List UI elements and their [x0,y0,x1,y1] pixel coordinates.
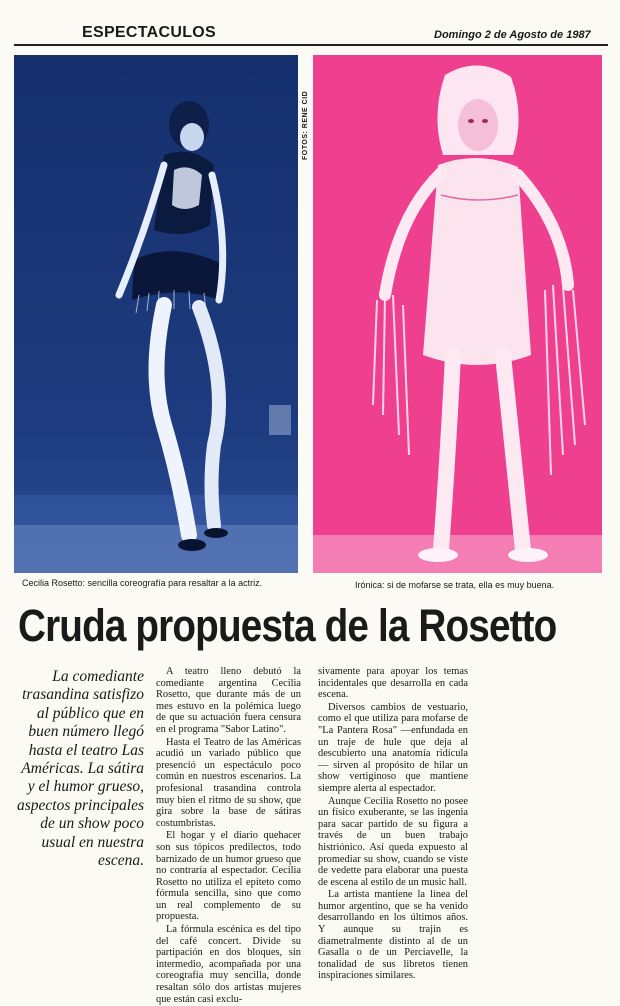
article-column-2 [318,666,468,983]
article-paragraph: Diversos cambios de vestuario, como el que utiliza para mofarse de "La Pantera Rosa" —enfundada en un traje de hule que deja al descubierto una anatomía ridícula— sirven al propósito de hilar un show vertiginoso que mantiene siempre alerta al espectador. [318,701,468,794]
article-paragraph: El hogar y el diario quehacer son sus tópicos predilectos, todo barnizado de un humor grueso que no contraría al espectador. Cecilia Rosetto no utiliza el epíteto como fórmula sencilla, sino que como un real complemento de su propuesta. [156,830,301,923]
headline: Cruda propuesta de la Rosetto [18,600,557,651]
article-paragraph: Hasta el Teatro de las Américas acudió un variado público que presenció un espectáculo poco común en nuestros escenarios. La profesional trasandina controla muy bien el ritmo de su show, que gira sobre la base de sátiras costumbristas. [156,736,301,829]
article-paragraph: A teatro lleno debutó la comediante argentina Cecilia Rosetto, que durante más de un mes estuvo en la polémica luego de que su actuación fuera censura en el programa "Sabor Latino". [156,666,301,735]
article-paragraph: La artista mantiene la línea del humor argentino, que se ha venido desarrollando en los últimos años. Y aunque su trajin es diametralmente distinto al de un Gasalla o de un Perciavelle, la tonalidad de sus libretos tienen inspiraciones similares. [318,889,468,982]
issue-date: Domingo 2 de Agosto de 1987 [434,29,591,41]
article-column-1 [156,666,301,1006]
performer-illustration [313,55,602,573]
caption-left: Cecilia Rosetto: sencilla coreografía para resaltar a la actriz. [22,578,263,588]
article-paragraph: La fórmula escénica es del tipo del café concert. Divide su partipación en dos bloques, sin intermedio, acompañada por una coreografía muy sencilla, donde resaltan sólo dos artistas mujeres que están casi exclu- [156,924,301,1005]
article-paragraph: Aunque Cecilia Rosetto no posee un físico exuberante, se las ingenia para sacar partido de su figura a través de un buen trabajo histriónico. Así queda expuesto al promediar su show, cuando se viste de vedette para elaborar una puesta de escena al estilo de un music hall. [318,795,468,888]
photo-dancer [14,55,298,573]
caption-right: Irónica: si de mofarse se trata, ella es muy buena. [355,580,555,590]
article-paragraph: sivamente para apoyar los temas incidentales que desarrolla en cada escena. [318,666,468,701]
section-title: ESPECTACULOS [82,24,216,41]
header-rule [14,44,608,46]
dancer-illustration [14,55,298,573]
photo-performer [313,55,602,573]
lede-text: La comediante trasandina satisfizo al público que en buen número llegó hasta el teatro Las Américas. La sátira y el humor grueso, aspectos principales de un show poco usual en nuestra escena. [17,668,144,870]
photo-credit: FOTOS: RENE CID [302,90,309,160]
